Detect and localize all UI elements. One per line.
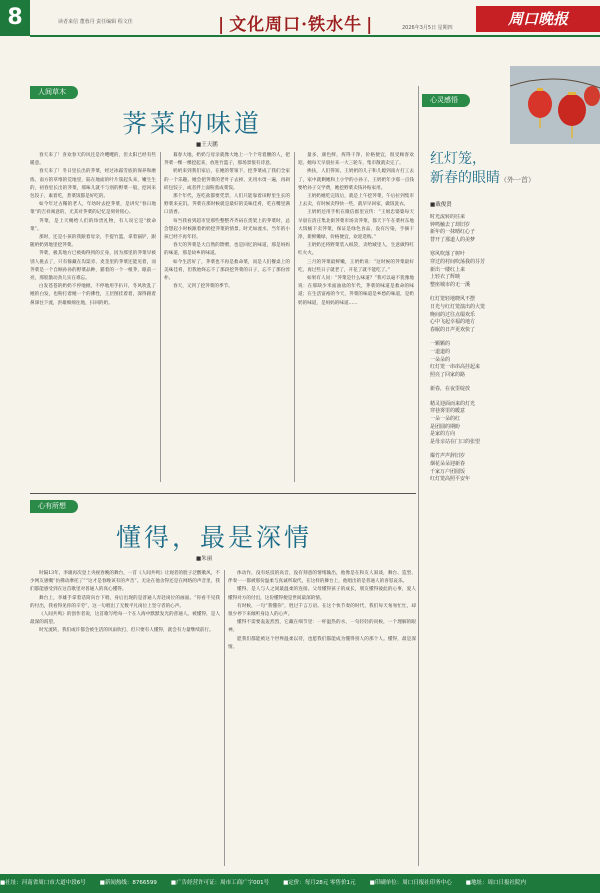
footer-item: ■广告经营许可证：周市工商广字001号: [170, 880, 270, 886]
paragraph: 《人间共鸣》的创作者说，这首歌写给每一个在人海中默默发光的普通人。被懂得，是人最深的渴望。: [30, 612, 220, 626]
paragraph: 时光流转，我们或许都会被生活的风雨吹打，但只要有人懂得，就会有力量继续前行。: [39, 628, 214, 634]
poem-line: 钟鸣触去了却旧岁: [430, 221, 471, 228]
paragraph: 有时候，一句“我懂你”，胜过千言万语。在这个快节奏的时代，我们每天匆匆忙忙，却很少停下来倾听身边人的心声。: [228, 603, 416, 618]
article-separator: [30, 493, 416, 494]
poem-stanza: [430, 453, 590, 483]
poem-title-line2: [430, 169, 535, 190]
poem-line: 上轻衣了辉映: [430, 274, 461, 281]
paragraph: 那个年代，连吃盐都要凭票，人们只能靠着田野里生长的野菜来充饥。荠菜在那时候就是最好的美味佳肴，吃在嘴里满口清香。: [164, 194, 290, 216]
page-number: 8: [0, 0, 30, 36]
header-rule: [30, 35, 600, 37]
article2-column-2: [228, 570, 416, 866]
poem-stanza: [430, 341, 590, 379]
poem-line: 是家的方向: [430, 431, 456, 438]
article2-column-tag: 心有所想: [30, 500, 78, 513]
poem-line: 是母亲站在门口的张望: [430, 438, 481, 445]
section-title-text: 文化周口·铁水牛: [229, 15, 363, 35]
column-divider: [224, 570, 225, 866]
sidebar-column-tag: 心灵感悟: [422, 94, 470, 107]
article1-column-tag: 人间草木: [30, 86, 78, 99]
poem-line: 春眠的日声更欢快了: [430, 326, 476, 333]
footer-item: ■定价：每月28元 零售价1元: [283, 880, 356, 886]
poem-line: 晚间的过往点缀欢乐: [430, 311, 476, 318]
paragraph: 荠菜，极其地方已被掏得到的丘身，因为那里的荠菜早被别人挑去了，只有躲藏在沟渠旁、麦垄里的荠菜还能见着，而荠菜是一个自顾孙孙的野菜品种，猫着的一个一根荠，眼前一亮，那股激动劲儿实在难忘。: [30, 251, 156, 282]
paragraph: 白发苍苍的奶奶不停地掀，不停地用手扒开，冬风吹乱了她的白发，也粉打着她一个的佛性，王层图挂着着，深得跟着鼻涕往下流，洪雄细绵往地，扫回的奶。: [30, 284, 156, 306]
poem-title: [430, 150, 535, 190]
poem-line: 一道道的: [430, 348, 451, 355]
paragraph: 王奶奶还将野菜装入纸袋，卖给城里人，生意做得红红火火。: [298, 243, 414, 257]
poem-subtitle: （外一首）: [500, 176, 535, 184]
section-title: | 文化周口·铁水牛 |: [218, 15, 374, 35]
sidebar-divider: [418, 86, 419, 866]
paragraph: 荠菜，是上天赐给人们的珍贵礼物，有人说它是“救命菜”。: [30, 218, 156, 232]
column-divider: [294, 152, 295, 482]
poem-line: 一朵一朵的红: [430, 416, 461, 423]
poem-line: 新出一缕红上来: [430, 266, 466, 273]
poem-stanza: [430, 386, 590, 394]
poem-line: 烟花朵朵迎新春: [430, 461, 466, 468]
poem-stanza: [430, 296, 590, 334]
article1-author: ■王天鹏: [196, 142, 218, 148]
paragraph: 懂得不需要轰轰烈烈，它藏在细节里：一杯温热的水，一句轻轻的问候，一个理解的眼神。: [228, 620, 416, 634]
poem-line: 时光流转的往来: [430, 214, 466, 220]
newspaper-logo: 周口晚报: [476, 6, 600, 32]
poem-line: 一颗颗的: [430, 341, 451, 348]
poem-line: 一朵朵的: [430, 356, 451, 363]
editor-credits: 读者来信 董蓉丹 责任编辑 程文佳: [58, 19, 133, 25]
article2-title: 懂得，最是深情: [116, 523, 313, 552]
poem-line: 红灯笼轻地晓风不摆: [430, 296, 476, 303]
paragraph: 春天的荠菜是大自然的馈赠，也是回忆的味道，那是妈妈的味道，那是故乡的味道。: [164, 243, 290, 257]
paragraph: 量多，颜色鲜，挥得干净，价格便宜，很受顾客欢迎。她每天早晨拉来一大三轮车，集市散就卖完了。: [298, 153, 414, 167]
article2-author: ■朱丽: [196, 556, 213, 562]
paragraph: 那时，还是小孩的我跟着母亲，手提竹篮，拿着锅铲，跟随奶奶到地里挖荠菜。: [30, 235, 156, 249]
poem-line: 新年的一抹晴红心子: [430, 229, 476, 236]
paragraph: 王奶奶她吃完饭后，就是上午挖荠菜，午后拉到集市上去卖，有时候卖得快一些，就早早回家，做饭洗衣。: [298, 194, 414, 208]
article1-column-2: [164, 152, 290, 482]
article1-title: 荠菜的味道: [122, 109, 263, 138]
issue-date: 2026年3月5日 星期四: [402, 25, 453, 31]
paragraph: 体动作，没有炫技的高音，没有刻意的情绪输出，他像是在和友人叙谈，舞台、造型、伴奏一一都被那份温柔与真诚所取代，在这样的舞台上，他唱出的是普通人的喜怒哀乐。: [228, 571, 416, 585]
paragraph: 每当我看到超市里那些整整齐齐码在货架上的荠菜时，总会想起小时候跟着奶奶挖荠菜的情景。时光如流水，当年的小孩已经不再年轻。: [164, 218, 290, 241]
article1-column-3: [298, 152, 414, 482]
paragraph: 春天来了！喜欢春天的风还是冷飕飕的，但太阳已经有些暖意。: [30, 153, 156, 167]
paragraph: 舞台上，李雄手拿着话筒向台下唱，身后出现的是普通人奔赴岗位的画面。“你看不见我的付出，我看得见你的辛劳”，这一句唱出了无数平凡岗位上坚守者的心声。: [30, 595, 220, 609]
paragraph: 挨扶，人们得知，王奶奶的儿子和儿媳到南方打工去了，家中就剩她和上小学的小孙子。王奶奶年少那一点钱要给孙子交学费，她挖野菜卖钱补贴家用。: [298, 169, 414, 191]
poem-line: 是团圆的期盼: [430, 423, 461, 430]
poem-line: 穿过的村间吹荡我的芬芳: [430, 258, 486, 265]
poem-line: 精灵迎面而来的灯光: [430, 400, 476, 407]
poem-line: 新春，在夜里绽放: [430, 386, 471, 393]
paragraph: 愿我们都能被这个世界温柔以待，也愿我们都能成为懂得别人的那个人。懂得，最是深情。: [228, 636, 416, 650]
footer-item: ■地址：周口日报社院内: [465, 880, 526, 886]
footer-item: ■印刷单位：周口日报社印务中心: [369, 880, 452, 886]
poem-title-line1: 红灯笼，: [430, 151, 486, 167]
paragraph: 三月的荠菜最鲜嫩，王奶奶说：“这时候的荠菜最好吃，再过些日子就老了，开花了就不能吃了。”: [298, 259, 414, 273]
paragraph: 春天来了！冬日里长出的荠菜，经过冰霜雪底的保养和磨炼，南方的草堆的荒地里，陆在地面的叶片簇起头来，嫩生生的，初春里长出的荠菜，那味儿就不与别的野菜一般，挖回来包饺子，素着吃，煮菜饭都是好吃的。: [30, 169, 156, 200]
poem-body: [430, 214, 590, 866]
poem-line: 日光与红灯笼演出的大笼: [430, 303, 486, 310]
poem-line: 照亮了回家的路: [430, 371, 466, 378]
paragraph: 王奶奶还用手机在微信群里宣传：“王姐忠婆婆每天早晨在清庄集北街荠菜市场卖荠菜，都天下午在菜村东地大饭桶下卖荠菜，保证是绿色食品，没有污染，手摘干净，新鲜嫩绿，价格便宜，欢迎选购。”: [298, 210, 414, 241]
paragraph: 暮春大地，奶奶与母亲就像大地上一个个弯着腰的人，把荠菜一棵一棵挖起来，放进竹篮子，那场景很有诗意。: [164, 153, 290, 167]
column-divider: [160, 152, 161, 482]
lantern-illustration: [510, 66, 600, 144]
poem-line: 爆竹声声辞旧岁: [430, 453, 466, 460]
footer-item: ■社址：河南省周口市大道中段6号: [0, 880, 86, 886]
paragraph: 时隔13年，李雄再次登上央视春晚的舞台，一首《人间共鸣》让观者的脸子泛酸歌风，不少网友感慨“仿佛动摩托了”“这才是春晚该有的声音”。无论在他舍得还是在网络的声音里，我们都能感受到在这首歌里对普通人的真心懂得。: [30, 571, 220, 593]
paragraph: 如今生活好了，荠菜也不再是救命菜，而是人们餐桌上的美味佳肴，但我始终忘不了那段挖荠菜的日子，忘不了那份淳朴。: [164, 259, 290, 282]
paragraph: 如果有人问：“荠菜是什么味道？”我可以毫不犹豫地说：在那缺少米面油盐的年代，荠菜的味道是救命的味道；在生活富裕的今天，荠菜的味道是乡愁的味道，是奶奶的味道，是妈妈的味道……: [298, 276, 414, 306]
article1-column-1: [30, 152, 156, 482]
poem-line: 千家万户团圆饭: [430, 468, 466, 475]
poem-stanza: [430, 401, 590, 447]
article2-column-1: [30, 570, 220, 866]
footer-item: ■新闻热线：8766599: [99, 880, 157, 886]
footer-bar: [0, 874, 600, 893]
paragraph: 奶奶来到我们家后，在她的带领下，挖荠菜成了我们全家的一个乐趣。她会把荠菜的老叶子去掉，先用水烫一遍，再剁碎包饺子，或者拌上面粉蒸成菜饭。: [164, 169, 290, 191]
poem-line: 心中飞起幸福的地方: [430, 319, 476, 326]
paragraph: 春天，又到了挖荠菜的季节。: [173, 284, 233, 290]
paragraph: 如今年过古稀的老人，年幼时去挖荠菜，是讲究“春日地菜”的吉祥寓意的，尤其对荠菜的记忆是刻骨铭心。: [30, 202, 156, 216]
poem-line: 寒风吹落了树叶: [430, 251, 466, 258]
poem-stanza: [430, 251, 590, 289]
poem-author: ■戴俊贤: [430, 202, 452, 208]
poem-stanza: [430, 214, 590, 244]
poem-line: 红灯笼一串串高挂起来: [430, 364, 481, 371]
poem-line: 红灯笼高照平安年: [430, 476, 471, 483]
poem-line: 穿巷雾里的暖意: [430, 408, 466, 415]
paragraph: 懂得，是人与人之间最温柔的连接。父母懂得孩子的成长，朋友懂得彼此的心事，爱人懂得对方的付出，这份懂得便是世间最深的情。: [228, 587, 416, 601]
poem-title-main: 新春的眼睛: [430, 170, 500, 186]
poem-line: 整座城市的无一溪: [430, 281, 471, 288]
lantern-icon: [510, 66, 600, 144]
poem-line: 替开了那道人的美梦: [430, 236, 476, 243]
